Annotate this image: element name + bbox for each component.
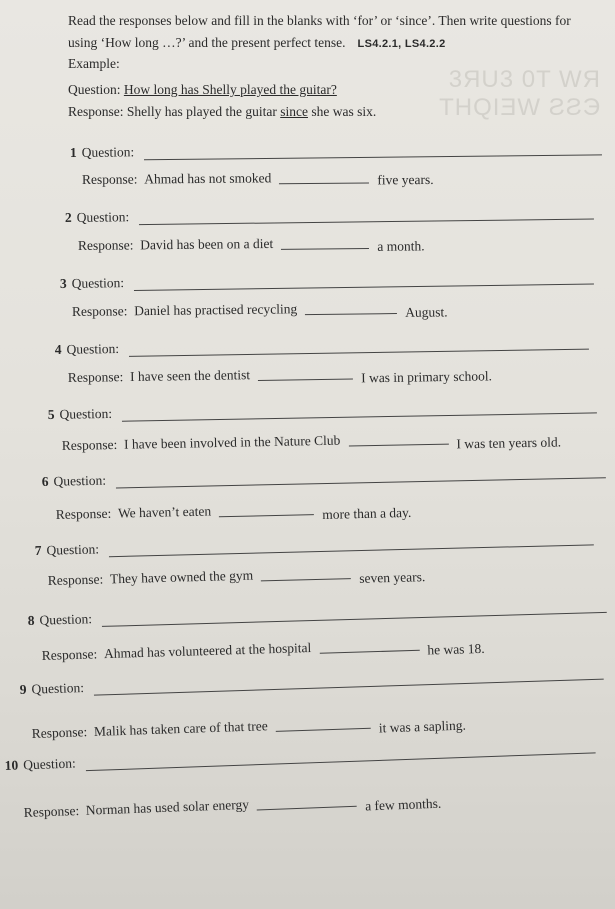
for-since-blank[interactable] xyxy=(279,182,369,184)
for-since-blank[interactable] xyxy=(319,650,419,654)
question-answer-line[interactable] xyxy=(134,284,594,291)
response-end: a month. xyxy=(377,238,425,254)
question-label: Question: xyxy=(31,679,85,697)
question-row xyxy=(4,737,595,774)
example-response-start: Shelly has played the guitar xyxy=(126,104,277,119)
question-row xyxy=(70,139,602,161)
response-row xyxy=(62,428,561,454)
response-start: I have seen the dentist xyxy=(129,367,251,385)
response-end: seven years. xyxy=(359,569,426,586)
response-start: Malik has taken care of that tree xyxy=(93,718,269,739)
item-number: 6 xyxy=(41,473,49,490)
response-start: Daniel has practised recycling xyxy=(134,301,298,319)
response-row xyxy=(82,169,434,188)
example-question-label: Question: xyxy=(68,82,121,97)
for-since-blank[interactable] xyxy=(219,514,314,517)
question-answer-line[interactable] xyxy=(86,752,596,771)
item-number: 7 xyxy=(34,542,42,559)
question-answer-line[interactable] xyxy=(102,612,607,627)
for-since-blank[interactable] xyxy=(261,578,351,581)
response-start: They have owned the gym xyxy=(109,567,254,587)
response-end: five years. xyxy=(377,171,434,188)
response-start: Ahmad has not smoked xyxy=(144,170,272,187)
item-number: 4 xyxy=(54,341,62,358)
item-number: 2 xyxy=(64,209,72,226)
response-row xyxy=(78,234,425,254)
response-start: David has been on a diet xyxy=(140,235,274,253)
for-since-blank[interactable] xyxy=(348,444,448,447)
question-label: Question: xyxy=(71,275,125,291)
response-end: it was a sapling. xyxy=(378,717,467,736)
ghost-print-through: 3ЯU3 0T WЯ THQIƎW ƧƧЭ xyxy=(439,66,601,121)
question-label: Question: xyxy=(66,340,120,357)
response-label: Response: xyxy=(71,303,128,320)
response-row xyxy=(23,790,441,821)
question-row xyxy=(60,269,594,292)
response-label: Response: xyxy=(77,237,134,254)
question-row xyxy=(48,397,597,423)
curriculum-code: LS4.2.1, LS4.2.2 xyxy=(357,38,446,50)
response-end: he was 18. xyxy=(427,640,485,658)
response-row xyxy=(31,712,465,742)
question-label: Question: xyxy=(53,472,107,489)
question-answer-line[interactable] xyxy=(144,154,602,160)
for-since-blank[interactable] xyxy=(281,248,369,250)
example-label: Example: xyxy=(68,56,120,71)
example-answer: since xyxy=(280,104,308,119)
question-answer-line[interactable] xyxy=(122,412,597,421)
response-start: Norman has used solar energy xyxy=(85,796,250,818)
example-question-text: How long has Shelly played the guitar? xyxy=(123,82,337,97)
response-row xyxy=(68,363,492,386)
for-since-blank[interactable] xyxy=(258,379,353,381)
example-response xyxy=(68,104,376,120)
question-row xyxy=(65,204,594,226)
question-answer-line[interactable] xyxy=(129,349,589,357)
question-label: Question: xyxy=(59,405,113,422)
question-label: Question: xyxy=(46,541,100,558)
response-row xyxy=(72,299,448,320)
response-end: a few months. xyxy=(364,795,442,814)
for-since-blank[interactable] xyxy=(257,806,357,811)
response-label: Response: xyxy=(81,171,138,188)
instructions-line-1: Read the responses below and fill in the blanks with ‘for’ or ‘since’. Then write questions for xyxy=(68,13,571,28)
response-start: Ahmad has volunteered at the hospital xyxy=(103,640,312,662)
item-number: 10 xyxy=(4,757,19,774)
response-label: Response: xyxy=(61,436,118,454)
question-answer-line[interactable] xyxy=(109,544,594,557)
question-label: Question: xyxy=(39,611,93,628)
response-end: I was in primary school. xyxy=(361,368,493,386)
response-label: Response: xyxy=(55,505,112,523)
instructions-line-2: using ‘How long …?’ and the present perfect tense. LS4.2.1, LS4.2.2 xyxy=(68,35,446,50)
item-number: 3 xyxy=(59,275,67,292)
for-since-blank[interactable] xyxy=(276,728,371,732)
question-label: Question: xyxy=(81,144,135,160)
response-end: I was ten years old. xyxy=(456,434,562,452)
question-row xyxy=(42,462,606,490)
response-end: more than a day. xyxy=(322,504,412,522)
response-label: Response: xyxy=(47,571,104,589)
question-row xyxy=(19,664,603,698)
for-since-blank[interactable] xyxy=(305,313,397,315)
response-row xyxy=(56,499,412,523)
response-start: I have been involved in the Nature Club xyxy=(123,432,341,452)
example-response-end: she was six. xyxy=(311,104,377,119)
question-answer-line[interactable] xyxy=(116,477,606,488)
question-row xyxy=(35,529,594,559)
question-row xyxy=(55,334,589,358)
response-label: Response: xyxy=(23,802,80,821)
item-number: 1 xyxy=(69,144,77,161)
question-answer-line[interactable] xyxy=(139,219,594,226)
response-end: August. xyxy=(405,304,448,320)
response-start: We haven’t eaten xyxy=(117,503,212,521)
question-label: Question: xyxy=(22,755,76,773)
response-label: Response: xyxy=(31,724,88,742)
response-row xyxy=(48,563,426,589)
question-label: Question: xyxy=(76,209,130,225)
item-number: 9 xyxy=(19,681,27,698)
question-row xyxy=(28,597,607,629)
question-answer-line[interactable] xyxy=(94,679,604,696)
example-response-label: Response: xyxy=(68,104,124,119)
response-row xyxy=(42,635,485,664)
item-number: 5 xyxy=(47,406,55,423)
item-number: 8 xyxy=(27,612,35,629)
response-label: Response: xyxy=(41,646,98,664)
example-question xyxy=(68,82,337,98)
response-label: Response: xyxy=(67,369,124,386)
